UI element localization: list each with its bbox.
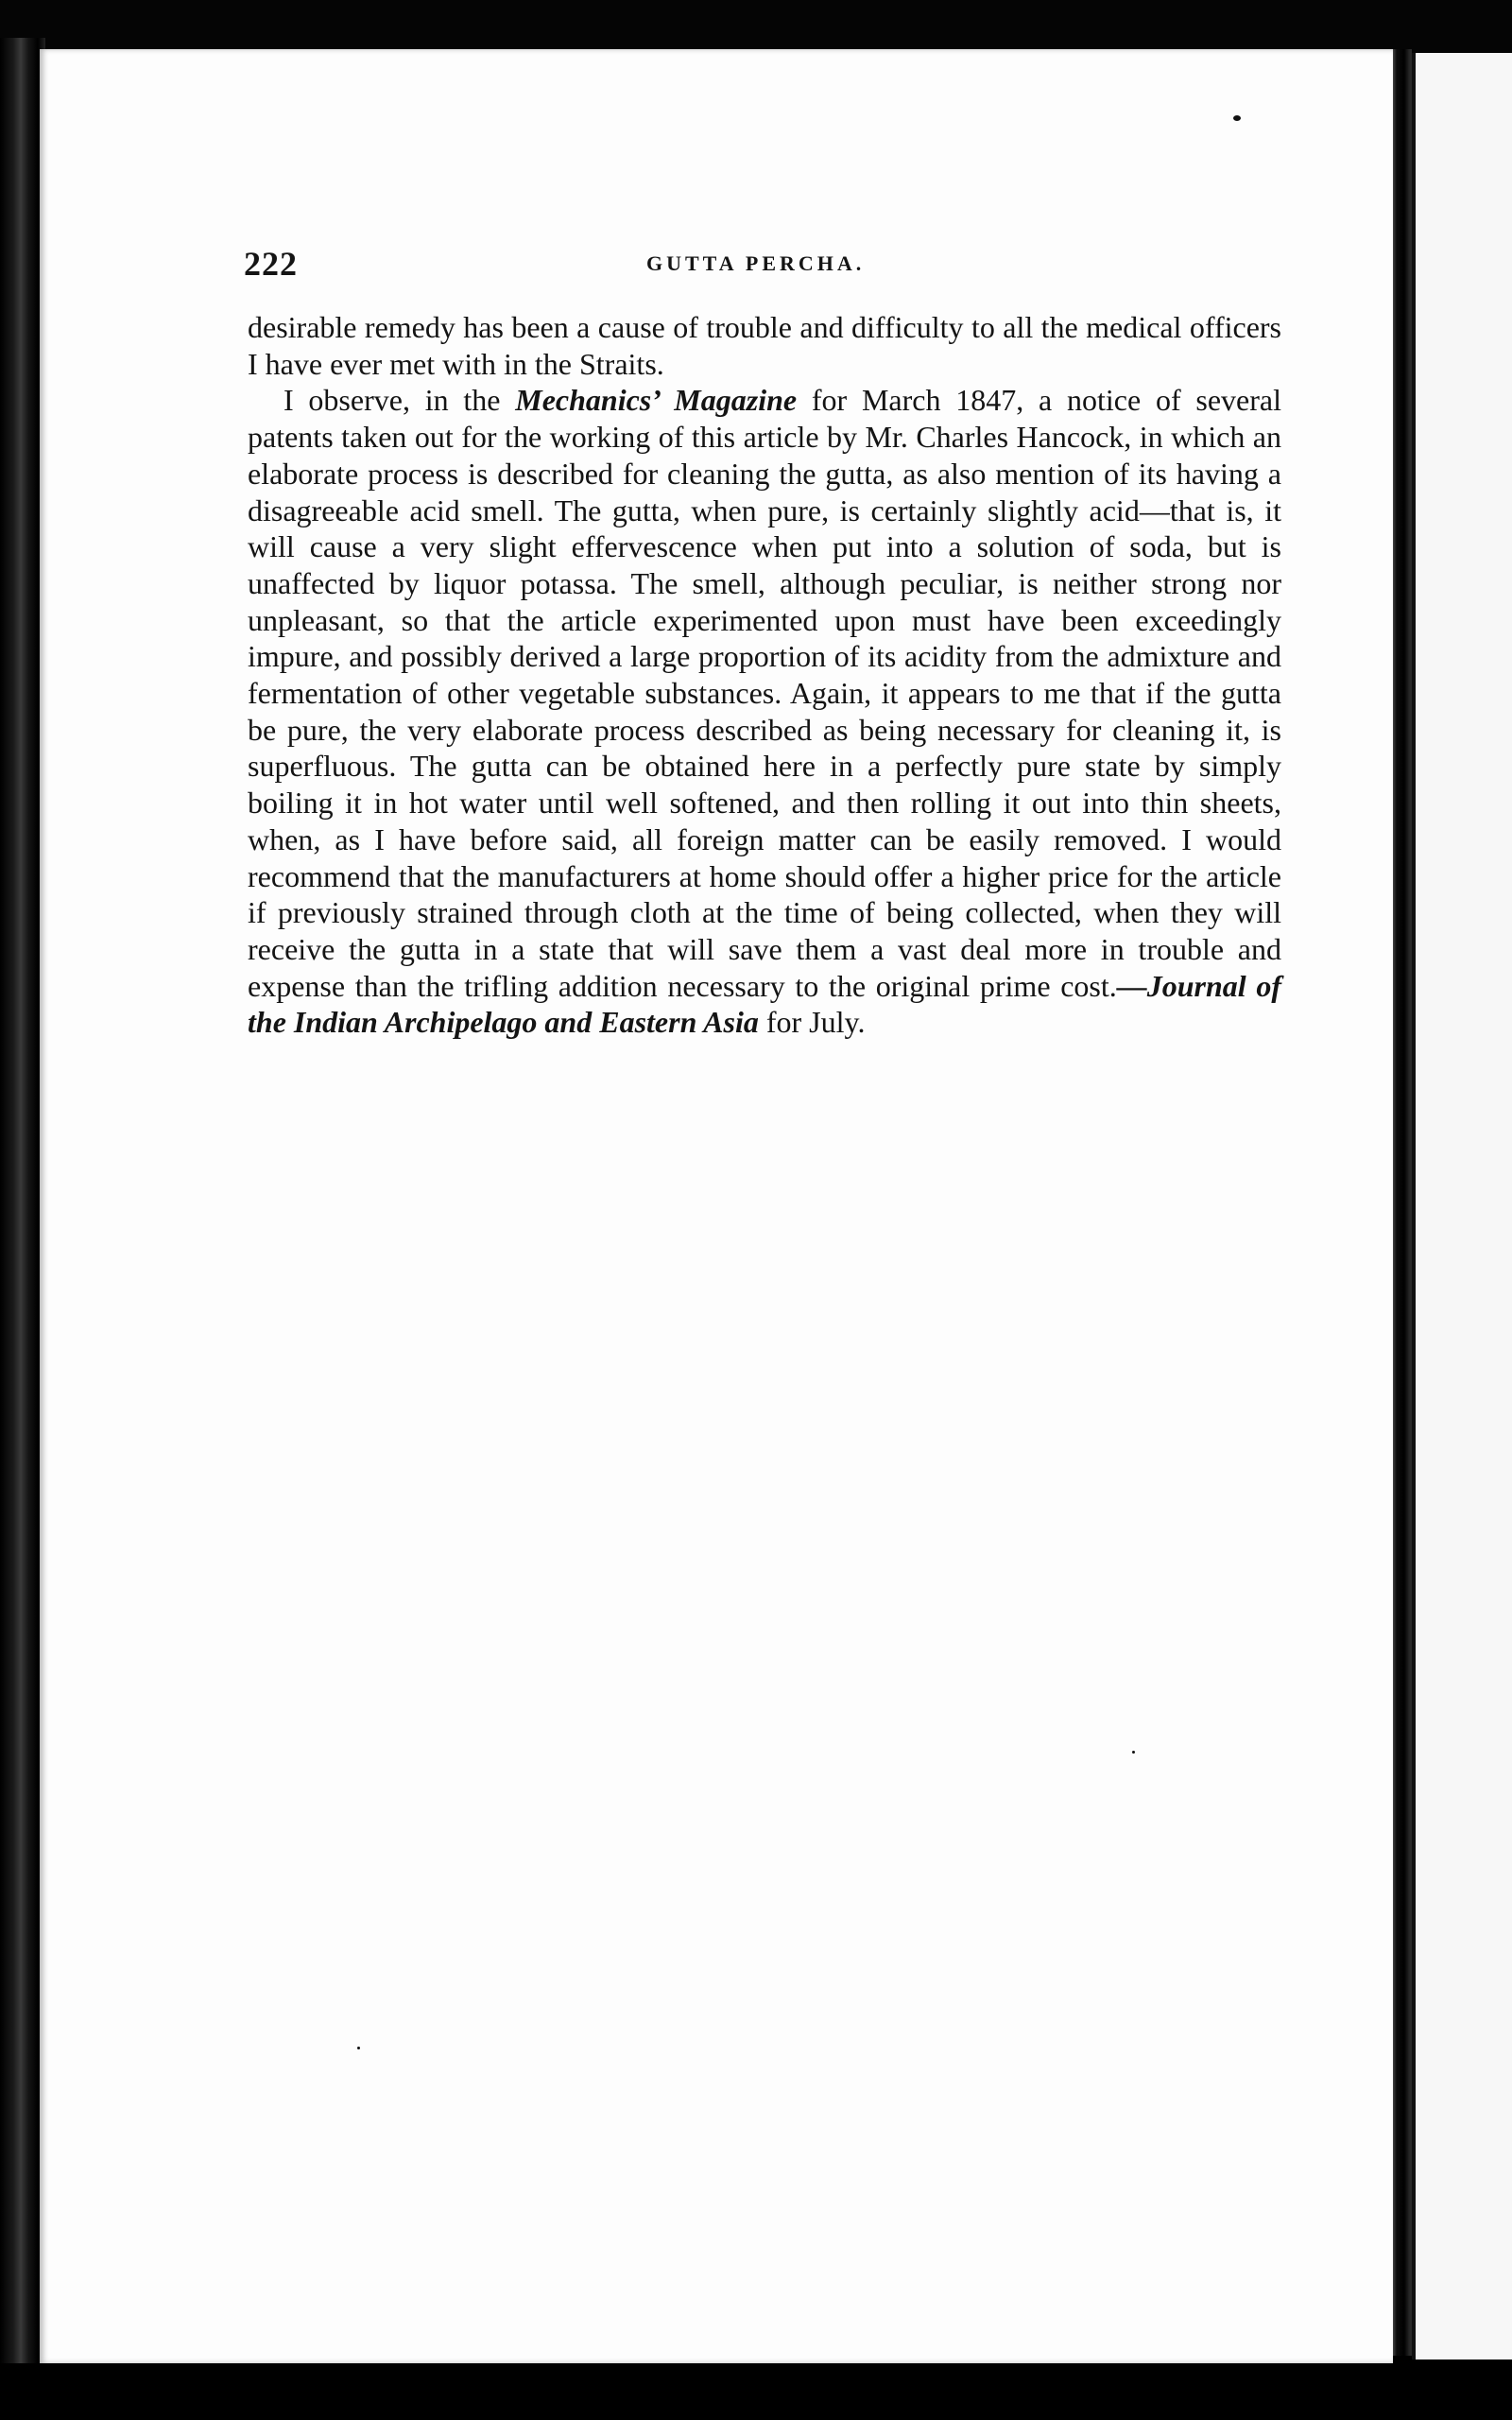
source-citation: —Journal of the Indian Archipelago and Eastern Asia	[248, 968, 1282, 1040]
paragraph-text: for March 1847, a notice of several patents taken out for the working of this article by Mr. Charles Hancock, in which an elaborate process is described for cleaning the gutta, as also mention of its having a disagreeable acid smell. The gutta, when pure, is certainly slightly acid—that is, it will cause a very slight effervescence when put into a solution of soda, but is unaffected by liquor potassa. The smell, although peculiar, is neither strong nor unpleasant, so that the article experimented upon must have been exceedingly impure, and possibly derived a large proportion of its acidity from the admixture and fermentation of other vegetable substances. Again, it appears to me that if the gutta be pure, the very elaborate process described as being necessary for cleaning it, is superfluous. The gutta can be obtained here in a perfectly pure state by simply boiling it in hot water until well softened, and then rolling it out into thin sheets, when, as I have before said, all foreign matter can be easily removed. I would recommend that the manufacturers at home should offer a higher price for the article if previously strained through cloth at the time of being collected, when they will receive the gutta in a state that will save them a vast deal more in trouble and expense than the trifling addition necessary to the original prime cost.	[248, 383, 1282, 1003]
book-left-edge	[0, 38, 45, 2373]
facing-page-edge	[1412, 53, 1512, 2360]
scan-top-border	[0, 0, 1512, 57]
body-text	[248, 309, 1281, 1041]
ink-speck	[1132, 1751, 1135, 1754]
scan-bottom-border	[0, 2363, 1512, 2420]
running-title: GUTTA PERCHA.	[646, 251, 866, 275]
running-head	[244, 244, 1283, 282]
paragraph-main	[248, 382, 1281, 1041]
paragraph-text: I observe, in the	[284, 383, 516, 418]
book-gutter	[1393, 49, 1412, 2356]
ink-speck	[357, 2047, 360, 2049]
ink-speck	[1233, 115, 1241, 121]
magazine-title: Mechanics’ Magazine	[515, 383, 798, 418]
page-number: 222	[244, 245, 298, 283]
paragraph-text: for July.	[758, 1005, 866, 1040]
paragraph-continuation: desirable remedy has been a cause of trouble and difficulty to all the medical officers I have ever met with in the Straits.	[248, 310, 1281, 381]
